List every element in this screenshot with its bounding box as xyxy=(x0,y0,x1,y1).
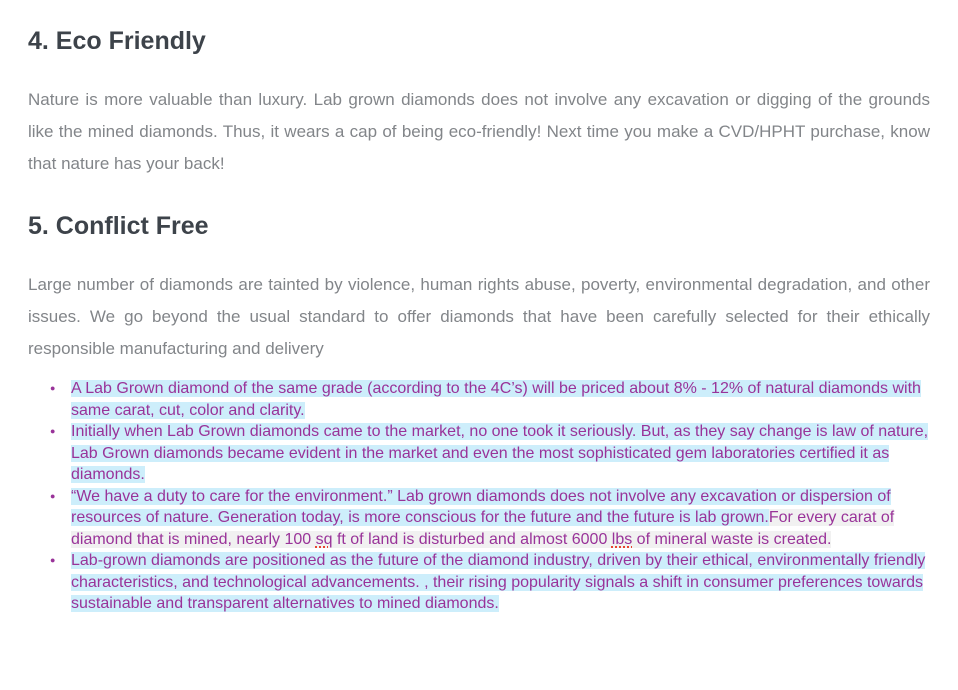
misspelled-word: lbs xyxy=(611,530,633,548)
paragraph-eco-friendly: Nature is more valuable than luxury. Lab grown diamonds does not involve any excavation or digging of the grounds like the mined diamonds. Thus, it wears a cap of being eco-friendly! Next time you make a CVD/HPHT purchase, know that nature has your back! xyxy=(28,90,930,173)
list-item xyxy=(28,486,930,551)
article-body xyxy=(28,27,930,615)
list-item xyxy=(28,378,930,421)
list-item xyxy=(28,550,930,615)
bullet-icon: ● xyxy=(50,555,56,565)
highlighted-text-segment: For every carat of diamond that is mined, nearly 100 xyxy=(71,509,895,548)
highlighted-text-segment: A Lab Grown diamond of the same grade (according to the 4C’s) will be priced about 8% - 12% of natural diamonds with same carat, cut, color and clarity. xyxy=(71,380,921,419)
bullet-icon: ● xyxy=(50,383,56,393)
highlighted-text-segment: Initially when Lab Grown diamonds came to the market, no one took it seriously. But, as they say change is law of nature, Lab Grown diamonds became evident in the market and even the most sophisticated gem laboratories certified it as diamonds. xyxy=(71,423,929,483)
highlighted-text-segment: Lab-grown diamonds are positioned as the future of the diamond industry, driven by their ethical, environmentally friendly characteristics, and technological advancements. , their rising popularity signals a shift in consumer preferences towards sustainable and transparent alternatives to mined diamonds. xyxy=(71,552,926,612)
list-item xyxy=(28,421,930,486)
bullet-list xyxy=(28,378,930,615)
highlighted-text-segment: “We have a duty to care for the environment.” Lab grown diamonds does not involve any excavation or dispersion of resources of nature. Generation today, is more conscious for the future and the future is lab grown. xyxy=(71,487,891,526)
bullet-icon: ● xyxy=(50,490,56,501)
highlighted-text-segment: of mineral waste is created. xyxy=(632,530,832,548)
misspelled-word: sq xyxy=(315,530,333,548)
highlighted-text-segment: ft of land is disturbed and almost 6000 xyxy=(332,530,612,548)
section-heading-eco-friendly: 4. Eco Friendly xyxy=(28,27,206,55)
bullet-icon: ● xyxy=(50,426,56,436)
section-heading-conflict-free: 5. Conflict Free xyxy=(28,212,209,240)
paragraph-conflict-free: Large number of diamonds are tainted by violence, human rights abuse, poverty, environmental degradation, and other issues. We go beyond the usual standard to offer diamonds that have been carefully selected for their ethically responsible manufacturing and delivery xyxy=(28,275,930,358)
